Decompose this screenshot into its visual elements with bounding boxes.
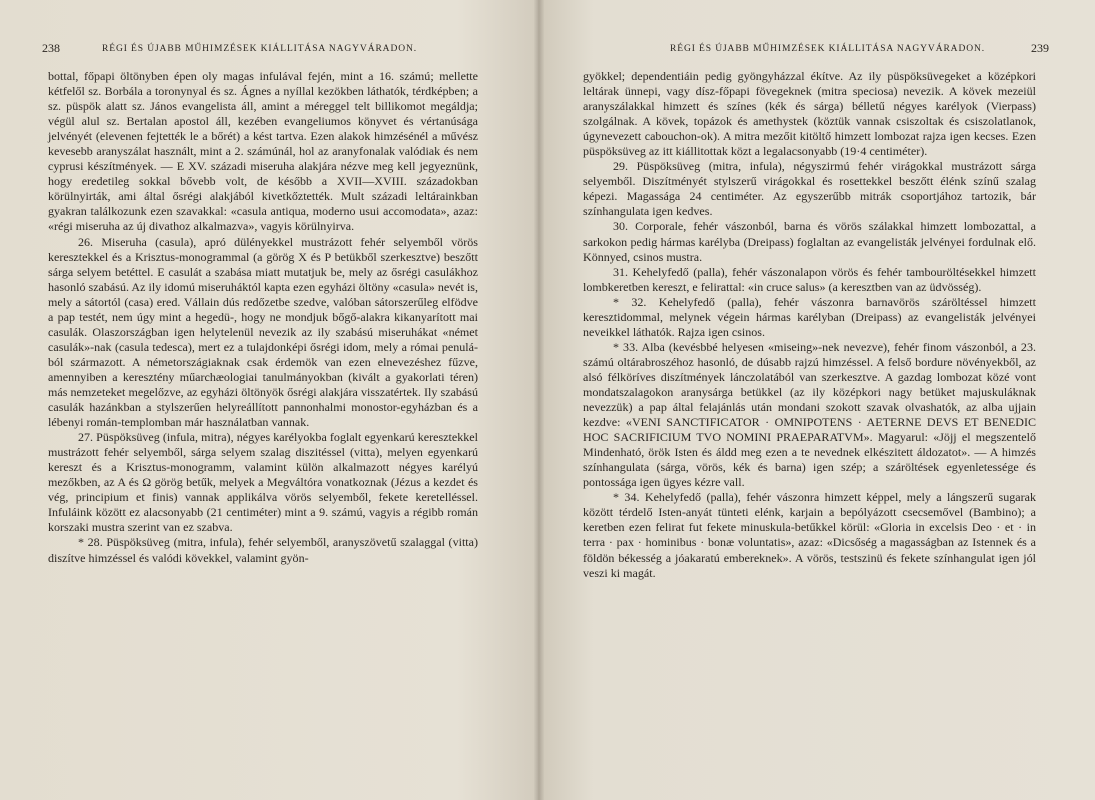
paragraph: 30. Corporale, fehér vászonból, barna és vörös szálakkal himzett lombozattal, a sarkokon pedig hármas karélyba (Dreipass) foglaltan az evangelisták jelvényei fordulnak elő. Könnyed, csinos mustra. bbox=[583, 219, 1036, 264]
paragraph: 26. Miseruha (casula), apró dülényekkel mustrázott fehér selyemből vörös keresztekkel és a Krisztus-monogrammal (a görög X és P betükből szerkesztve) beszőtt sárga selyem betéttel. E casulát a szabása miatt mutatjuk be, mely az ősrégi casulákhoz hasonló szabású. Az ily idomú miseruháktól kapta ezen egyházi öltöny «casula» nevét is, mely a sátortól (casa) ered. Vállain dús redőzetbe szedve, valóban sátorszerűleg elfödve a pap testét, nem úgy mint a hegedü-, hogy ne mondjuk bőgő-alakra kikanyarított mai casulák. Olaszországban igen helytelenül nevezik az ily szabású miseruhákat «német casulák»-nak (casula tedesca), mert ez a tulajdonképi ősrégi idom, mely a római penulá-ból származott. A németországiaknak csak érdemök van ezen elnevezéshez fűzve, amennyiben a keresztény műarchæologiai tanulmányokban (kivált a gyakorlati téren) más nemzeteket megelőzve, az egyházi öltönyök ősrégi alakjára visszatértek. Ily szabású casulák hazánkban a stylszerűen helyreállított pannonhalmi monostor-egyházban és a lébenyi román-templomban már használatban vannak. bbox=[48, 234, 478, 430]
paragraph: 29. Püspöksüveg (mitra, infula), négyszirmú fehér virágokkal mustrázott sárga selyemből. Diszítményét stylszerű virágokkal és rosettekkel beszőtt élénk színű szalag képezi. Magassága 24 centiméter. Az egyszerűbb mitrák csoportjához tartozik, bár színhangulata igen kedves. bbox=[583, 159, 1036, 219]
paragraph: bottal, főpapi öltönyben épen oly magas infulával fején, mint a 16. számú; mellette kétfelől sz. Borbála a toronynyal és sz. Ágnes a nyíllal kezökben láthatók, térdképben; a sz. püspök alatt sz. János evangelista áll, amint a méreggel telt billikomot megáldja; végül alul sz. Bertalan apostol áll, kezében evangeliumos könyvet és vértanúsága jelvényét (elevenen fejtették le a bőrét) a kést tartva. Ezen alakok himzésénél a művész kevesebb aranyszálat használt, mint a 2. számúnál, hol az aranyfonalak valódiak és nem cyprusi készítmények. — E XV. századi miseruha alakjára nézve meg kell jegyeznünk, hogy eredetileg sokkal bővebb volt, de később a XVII—XVIII. századokban körülnyirták, ami által ősrégi alakjából kivetkőztették. Mult századi leltárainkban gyakran találkozunk ezen szavakkal: «casula antiqua, moderno usui accomodata», azaz: «régi miseruha az új divathoz alkalmazva», vagyis körülnyirva. bbox=[48, 69, 478, 234]
paragraph: * 32. Kehelyfedő (palla), fehér vászonra barnavörös száröltéssel himzett keresztidommal, melynek végein hármas karélyban (Dreipass) az evangelisták jelvényei neveikkel láthatók. Rajza igen csinos. bbox=[583, 294, 1036, 339]
paragraph: * 33. Alba (kevésbbé helyesen «miseing»-nek nevezve), fehér finom vászonból, a 23. számú oltárabroszéhoz hasonló, de dúsabb rajzú himzéssel. A felső bordure növényekből, az alsó félköríves diszítmények lánczolatából van szerkesztve. A gazdag lombozat közé vont mondatszalagokon aranysárga betükkel (az ily középkori nagy betüket majuskuláknak nevezzük) a pap által felajánlás után mondani szokott szavak olvashatók, az alba ujjain kezdve: «VENI SANCTIFICATOR · OMNIPOTENS · AETERNE DEVS ET BENEDIC HOC SACRIFICIUM TVO NOMINI PRAEPARATVM». Magyarul: «Jöjj el megszentelő Mindenható, örök Isten és áldd meg ezen a te nevednek elkészitett áldozatot». — A himzés színhangulata (sárga, vörös, kék és barna) igen szép; a száröltések egyenletessége és pontossága igen ügyes kézre vall. bbox=[583, 339, 1036, 490]
paragraph: 31. Kehelyfedő (palla), fehér vászonalapon vörös és fehér tambouröltésekkel himzett lombkeretben kereszt, e felirattal: «in cruce salus» (a keresztben van az üdvösség). bbox=[583, 264, 1036, 294]
page-number: 238 bbox=[42, 41, 60, 55]
paragraph: 27. Püspöksüveg (infula, mitra), négyes karélyokba foglalt egyenkarú keresztekkel mustrázott fehér selyemből, sárga selyem szalag diszitéssel (vitta), melyen egyenkarú kereszt és a Krisztus-monogramm, valamint külön alkalmazott négyes karélyú mezőkben, az A és Ω görög betűk, melyek a Megváltóra vonatkoznak (Jézus a kezdet és vég, principium et finis) vannak applikálva vörös selyemből, fekete keretelléssel. Infuláink között ez alacsonyabb (21 centiméter) mint a 9. számú, vagyis a régibb román korszaki mustra szerint van ez szabva. bbox=[48, 430, 478, 535]
paragraph: * 28. Püspöksüveg (mitra, infula), fehér selyemből, aranyszövetű szalaggal (vitta) diszítve himzéssel és valódi kövekkel, valamint gyön- bbox=[48, 535, 478, 565]
right-page bbox=[538, 0, 1095, 800]
running-head-title: RÉGI ÉS ÚJABB MŰHIMZÉSEK KIÁLLITÁSA NAGYVÁRADON. bbox=[102, 44, 418, 54]
left-page bbox=[0, 0, 538, 800]
page-body bbox=[48, 69, 478, 566]
running-head-title: RÉGI ÉS ÚJABB MŰHIMZÉSEK KIÁLLITÁSA NAGYVÁRADON. bbox=[670, 44, 986, 54]
page-number: 239 bbox=[1031, 41, 1049, 55]
book-gutter bbox=[534, 0, 544, 800]
page-body bbox=[583, 69, 1036, 581]
paragraph: gyökkel; dependentiáin pedig gyöngyházzal ékítve. Az ily püspöksüvegeket a középkori leltárak ünnepi, vagy dísz-főpapi fövegeknek (mitra speciosa) nevezik. A kövek mezeiül aranyszálakkal himzett és színes (kék és sárga) bélletű négyes karélyok (Vierpass) szolgálnak. A kövek, topázok és amethystek (köztük vannak csiszoltak és csiszolatlanok, úgynevezett cabouchon-ok). A mitra mezőit kitöltő himzett lombozat rajza igen kecses. Ezen püspöksüveg az itt kiállitottak közt a legalacsonyabb (19·4 centiméter). bbox=[583, 69, 1036, 159]
paragraph: * 34. Kehelyfedő (palla), fehér vászonra himzett képpel, mely a lángszerű sugarak között térdelő Isten-anyát tünteti elénk, karjain a bepólyázott csecsemővel (Bambino); a keretben ezen felirat fut fekete minuskula-betűkkel körül: «Gloria in excelsis Deo · et · in terra · pax · hominibus · bonæ voluntatis», azaz: «Dicsőség a magasságban az Istennek és a földön békesség a jóakaratú embereknek». A vörös, testszinü és fekete színhangulat igen jól veszi ki magát. bbox=[583, 490, 1036, 580]
